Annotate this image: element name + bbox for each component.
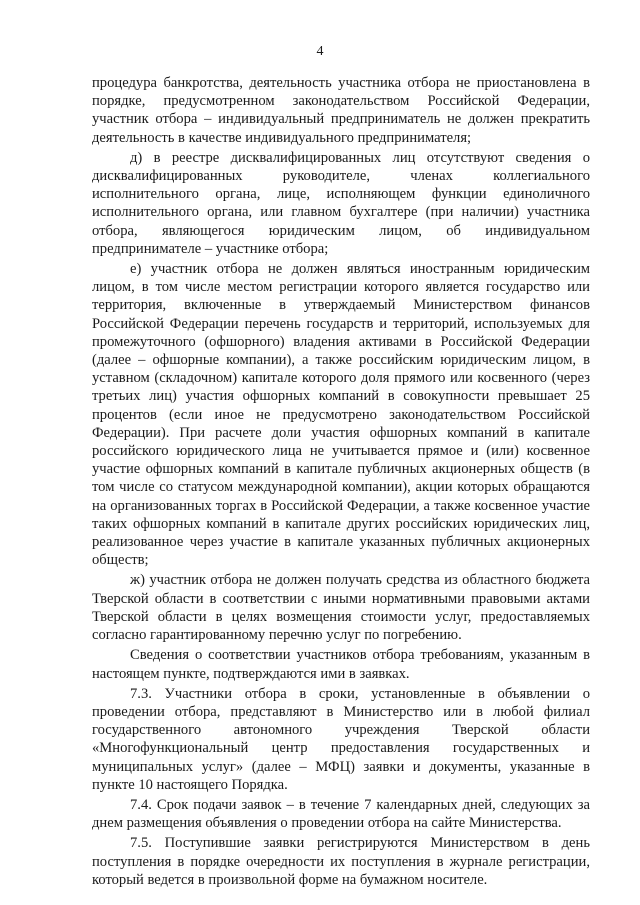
paragraph-item-e: е) участник отбора не должен являться иностранным юридическим лицом, в том числе местом регистрации которого является государство или территория, включенные в утверждаемый Министерством финансов Российской Федерации перечень государств и территорий, используемых для промежуточного (офшорного) владения активами в Российской Федерации (далее – офшорные компании), а также российским юридическим лицом, в уставном (складочном) капитале которого доля прямого или косвенного (через третьих лиц) участия офшорных компаний в совокупности превышает 25 процентов (если иное не предусмотрено законодательством Российской Федерации). При расчете доли участия офшорных компаний в капитале российского юридического лица не учитывается прямое и (или) косвенное участие офшорных компаний в капитале публичных акционерных обществ (в том числе со статусом международной компании), акции которых обращаются на организованных торгах в Российской Федерации, а также косвенное участие таких офшорных компаний в капитале других российских юридических лиц, реализованное через участие в капитале указанных публичных акционерных обществ;: [92, 261, 590, 569]
paragraph-item-d: д) в реестре дисквалифицированных лиц отсутствуют сведения о дисквалифицированных руководителе, членах коллегиального исполнительного органа, лице, исполняющем функции единоличного исполнительного органа, или главном бухгалтере (при наличии) участника отбора, являющегося юридическим лицом, об индивидуальном предпринимателе – участнике отбора;: [92, 149, 590, 257]
paragraph-confirmation: Сведения о соответствии участников отбора требованиям, указанным в настоящем пункте, подтверждаются ими в заявках.: [92, 647, 590, 682]
paragraph-item-zh: ж) участник отбора не должен получать средства из областного бюджета Тверской области в соответствии с иными нормативными правовыми актами Тверской области в целях возмещения стоимости услуг, предоставляемых согласно гарантированному перечню услуг по погребению.: [92, 572, 590, 644]
paragraph-7-3: 7.3. Участники отбора в сроки, установленные в объявлении о проведении отбора, представляют в Министерство или в любой филиал государственного автономного учреждения Тверской области «Многофункциональный центр предоставления государственных и муниципальных услуг» (далее – МФЦ) заявки и документы, указанные в пункте 10 настоящего Порядка.: [92, 685, 590, 793]
paragraph-continuation: процедура банкротства, деятельность участника отбора не приостановлена в порядке, предусмотренном законодательством Российской Федерации, участник отбора – индивидуальный предприниматель не должен прекратить деятельность в качестве индивидуального предпринимателя;: [92, 75, 590, 146]
paragraph-7-5: 7.5. Поступившие заявки регистрируются Министерством в день поступления в порядке очередности их поступления в журнале регистрации, который ведется в произвольной форме на бумажном носителе.: [92, 835, 590, 888]
page-number: 4: [316, 44, 324, 59]
document-body: [92, 74, 590, 889]
paragraph-7-4: 7.4. Срок подачи заявок – в течение 7 календарных дней, следующих за днем размещения объявления о проведении отбора на сайте Министерства.: [92, 796, 590, 832]
